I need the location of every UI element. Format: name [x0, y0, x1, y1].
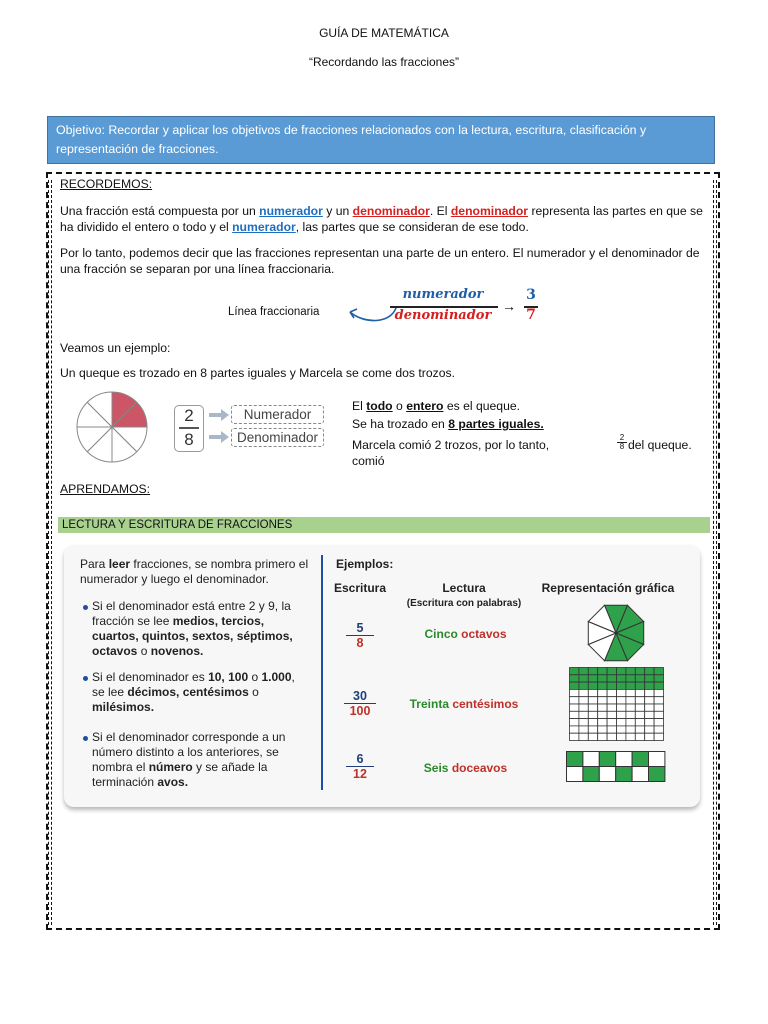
- grid-cell: [654, 682, 663, 689]
- bullet-dot: [83, 605, 88, 610]
- row2-reading: Treinta centésimos: [409, 697, 519, 711]
- grid-cell: [570, 682, 579, 689]
- objective-box: Objetivo: Recordar y aplicar los objetivos de fracciones relacionados con la lectura, escritura, clasificación y representación de fracciones.: [47, 116, 715, 164]
- grid-cell: [607, 719, 616, 726]
- grid-cell: [617, 682, 626, 689]
- col-escritura: Escritura: [333, 581, 387, 595]
- grid-cell: [626, 719, 635, 726]
- twelve-strip-representation: [566, 751, 666, 783]
- grid-cell: [579, 726, 588, 733]
- grid-cell: [635, 697, 644, 704]
- grid-cell: [607, 689, 616, 696]
- col-lectura: Lectura: [442, 581, 486, 595]
- denominador-term-2: denominador: [450, 204, 529, 218]
- line-label: Línea fraccionaria: [228, 306, 320, 318]
- grid-cell: [588, 668, 597, 675]
- grid-cell: [617, 668, 626, 675]
- grid-cell: [598, 726, 607, 733]
- grid-cell: [626, 697, 635, 704]
- grid-cell: [607, 668, 616, 675]
- bullet-decimos: Si el denominador es 10, 100 o 1.000, se lee décimos, centésimos o milésimos.: [92, 670, 295, 714]
- left-margin-rule: [48, 180, 52, 925]
- strip-cell: [616, 752, 632, 767]
- grid-cell: [635, 682, 644, 689]
- grid-cell: [598, 704, 607, 711]
- grid-cell: [645, 697, 654, 704]
- example-fraction-box: [174, 405, 204, 452]
- strip-cell: [649, 752, 665, 767]
- grid-cell: [579, 719, 588, 726]
- section-title-bar: LECTURA Y ESCRITURA DE FRACCIONES: [58, 517, 710, 533]
- grid-cell: [654, 689, 663, 696]
- example-fraction-bar: [179, 427, 199, 429]
- grid-cell: [654, 719, 663, 726]
- grid-cell: [617, 675, 626, 682]
- grid-cell: [617, 733, 626, 740]
- grid-cell: [617, 704, 626, 711]
- fractions-reading-panel: [64, 545, 700, 807]
- col-lectura-sub: (Escritura con palabras): [406, 598, 522, 609]
- grid-cell: [617, 689, 626, 696]
- grid-cell: [645, 682, 654, 689]
- grid-cell: [570, 711, 579, 718]
- row2-fraction: $\frac{30}{100}$: [344, 689, 376, 718]
- grid-cell: [598, 733, 607, 740]
- aprendamos-heading: APRENDAMOS:: [60, 482, 151, 496]
- grid-cell: [635, 704, 644, 711]
- grid-cell: [635, 711, 644, 718]
- grid-cell: [598, 719, 607, 726]
- grid-cell: [570, 689, 579, 696]
- denominador-label-box: Denominador: [231, 428, 324, 447]
- grid-cell: [645, 733, 654, 740]
- grid-cell: [617, 697, 626, 704]
- grid-cell: [579, 697, 588, 704]
- grid-cell: [598, 682, 607, 689]
- grid-cell: [626, 689, 635, 696]
- grid-cell: [626, 675, 635, 682]
- hundred-grid-representation: [569, 667, 665, 742]
- numerador-label-box: Numerador: [231, 405, 324, 424]
- grid-cell: [598, 689, 607, 696]
- grid-cell: [588, 675, 597, 682]
- grid-cell: [635, 675, 644, 682]
- grid-cell: [654, 733, 663, 740]
- grid-cell: [626, 726, 635, 733]
- grid-cell: [645, 689, 654, 696]
- grid-cell: [579, 668, 588, 675]
- grid-cell: [607, 697, 616, 704]
- row3-fraction: $\frac{6}{12}$: [346, 752, 374, 781]
- strip-cell: [632, 767, 648, 782]
- col-grafica: Representación gráfica: [541, 581, 675, 595]
- numerador-term-2: numerador: [232, 220, 296, 234]
- grid-cell: [635, 689, 644, 696]
- grid-cell: [607, 704, 616, 711]
- bullet-avos: Si el denominador corresponde a un número distinto a los anteriores, se nombra el número y se añade la terminación avos.: [92, 730, 286, 789]
- example-text: Un queque es trozado en 8 partes iguales y Marcela se come dos trozos.: [60, 366, 455, 380]
- grid-cell: [588, 719, 597, 726]
- grid-cell: [635, 668, 644, 675]
- explanation-paragraph: Por lo tanto, podemos decir que las fracciones representan una parte de un entero. El numerador y el denominador de una fracción se separan por una línea fraccionaria.: [60, 246, 700, 276]
- grid-cell: [635, 719, 644, 726]
- cake-pie-chart: [68, 390, 156, 464]
- diagram-numerador: numerador: [402, 287, 484, 302]
- grid-cell: [570, 719, 579, 726]
- fact-tail: del queque.: [628, 438, 692, 452]
- grid-cell: [607, 726, 616, 733]
- examples-title: Ejemplos:: [336, 557, 394, 571]
- grid-cell: [626, 668, 635, 675]
- grid-cell: [588, 704, 597, 711]
- strip-cell: [583, 752, 599, 767]
- bullet-dot: [83, 676, 88, 681]
- grid-cell: [570, 668, 579, 675]
- bullet-medios: Si el denominador está entre 2 y 9, la fracción se lee medios, tercios, cuartos, quintos, sextos, séptimos, octavos o novenos.: [92, 599, 293, 658]
- grid-cell: [654, 711, 663, 718]
- grid-cell: [617, 719, 626, 726]
- denominador-term: denominador: [352, 204, 430, 218]
- grid-cell: [598, 668, 607, 675]
- grid-cell: [654, 675, 663, 682]
- grid-cell: [579, 704, 588, 711]
- grid-cell: [645, 726, 654, 733]
- row3-reading: Seis doceavos: [423, 761, 508, 775]
- diagram-denominador: denominador: [394, 308, 492, 323]
- panel-divider: [321, 555, 323, 790]
- grid-cell: [645, 675, 654, 682]
- fact-eaten: Marcela comió 2 trozos, por lo tanto, comió: [352, 438, 550, 468]
- grid-cell: [570, 733, 579, 740]
- fact-parts: Se ha trozado en 8 partes iguales.: [352, 417, 544, 431]
- definition-paragraph: Una fracción está compuesta por un numerador y un denominador. El denominador representa las partes en que se ha dividido el entero o todo y el numerador, las partes que se consideran de ese todo.: [60, 204, 703, 234]
- grid-cell: [588, 689, 597, 696]
- grid-cell: [579, 675, 588, 682]
- arrows-icon: [207, 407, 231, 447]
- grid-cell: [588, 726, 597, 733]
- grid-cell: [570, 704, 579, 711]
- grid-cell: [626, 733, 635, 740]
- grid-cell: [626, 704, 635, 711]
- grid-cell: [607, 682, 616, 689]
- grid-cell: [579, 711, 588, 718]
- example-denominator: 8: [184, 429, 194, 449]
- grid-cell: [654, 704, 663, 711]
- grid-cell: [607, 711, 616, 718]
- row1-reading: Cinco octavos: [424, 627, 507, 641]
- grid-cell: [588, 711, 597, 718]
- grid-cell: [588, 682, 597, 689]
- grid-cell: [617, 726, 626, 733]
- grid-cell: [598, 697, 607, 704]
- grid-cell: [645, 704, 654, 711]
- right-arrow-icon: →: [502, 298, 516, 314]
- strip-cell: [599, 752, 615, 767]
- grid-cell: [570, 726, 579, 733]
- fact-todo: El todo o entero es el queque.: [352, 399, 521, 413]
- strip-cell: [567, 767, 583, 782]
- bullet-dot: [83, 736, 88, 741]
- strip-cell: [616, 767, 632, 782]
- grid-cell: [654, 668, 663, 675]
- example-intro: Veamos un ejemplo:: [60, 341, 171, 355]
- grid-cell: [570, 697, 579, 704]
- panel-intro: Para leer fracciones, se nombra primero el numerador y luego el denominador.: [80, 557, 309, 586]
- right-margin-rule: [713, 180, 717, 925]
- grid-cell: [598, 711, 607, 718]
- example-numerator: 2: [184, 406, 194, 425]
- grid-cell: [570, 675, 579, 682]
- grid-cell: [635, 726, 644, 733]
- grid-cell: [626, 711, 635, 718]
- grid-cell: [579, 689, 588, 696]
- grid-cell: [654, 726, 663, 733]
- grid-cell: [654, 697, 663, 704]
- strip-cell: [599, 767, 615, 782]
- page-subtitle: “Recordando las fracciones”: [308, 55, 460, 69]
- strip-cell: [649, 767, 665, 782]
- grid-cell: [626, 682, 635, 689]
- recordemos-heading: RECORDEMOS:: [60, 177, 153, 191]
- grid-cell: [607, 733, 616, 740]
- grid-cell: [645, 668, 654, 675]
- grid-cell: [607, 675, 616, 682]
- grid-cell: [645, 711, 654, 718]
- strip-cell: [567, 752, 583, 767]
- diagram-den-value: 7: [526, 307, 536, 323]
- grid-cell: [579, 682, 588, 689]
- strip-cell: [632, 752, 648, 767]
- numerador-term: numerador: [259, 204, 323, 218]
- strip-cell: [583, 767, 599, 782]
- grid-cell: [579, 733, 588, 740]
- octagon-representation: [584, 601, 648, 665]
- fact-small-fraction: 2 8: [617, 434, 627, 451]
- diagram-num-value: 3: [526, 287, 536, 303]
- grid-cell: [645, 719, 654, 726]
- grid-cell: [588, 733, 597, 740]
- row1-fraction: $\frac{5}{8}$: [346, 621, 374, 650]
- grid-cell: [635, 733, 644, 740]
- grid-cell: [588, 697, 597, 704]
- page-title: GUÍA DE MATEMÁTICA: [319, 26, 449, 40]
- grid-cell: [617, 711, 626, 718]
- grid-cell: [598, 675, 607, 682]
